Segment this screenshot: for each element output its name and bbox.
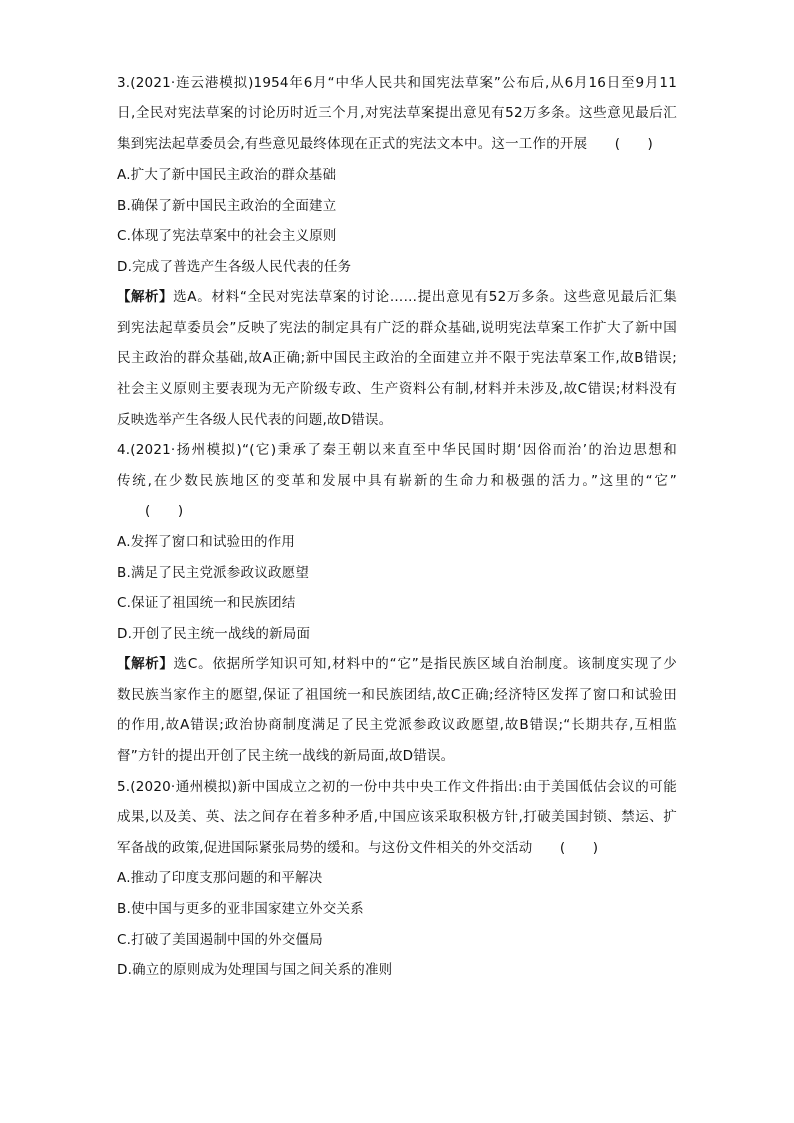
question-3-option-d: D.完成了普选产生各级人民代表的任务 xyxy=(117,259,352,275)
question-3-option-a: A.扩大了新中国民主政治的群众基础 xyxy=(117,167,337,183)
question-5-stem-line-1: 5.(2020·通州模拟)新中国成立之初的一份中共中央工作文件指出:由于美国低估会议的可能 xyxy=(117,779,677,795)
question-5-option-d: D.确立的原则成为处理国与国之间关系的准则 xyxy=(117,962,393,978)
question-3-analysis-line-5: 反映选举产生各级人民代表的问题,故D错误。 xyxy=(117,412,393,428)
question-4-option-b: B.满足了民主党派参政议政愿望 xyxy=(117,565,310,581)
question-4-analysis-line-4: 督”方针的提出开创了民主统一战线的新局面,故D错误。 xyxy=(117,748,455,764)
question-3-stem-line-1: 3.(2021·连云港模拟)1954年6月“中华人民共和国宪法草案”公布后,从6月16日至9月11 xyxy=(117,75,677,91)
question-5-option-b: B.使中国与更多的亚非国家建立外交关系 xyxy=(117,901,364,917)
question-3-analysis-line-1 xyxy=(117,287,677,307)
analysis-label: 【解析】 xyxy=(117,289,174,305)
question-5-option-c: C.打破了美国遏制中国的外交僵局 xyxy=(117,932,323,948)
question-4-option-a: A.发挥了窗口和试验田的作用 xyxy=(117,534,296,550)
question-5-stem-line-3: 军备战的政策,促进国际紧张局势的缓和。与这份文件相关的外交活动 ( ) xyxy=(117,840,599,856)
question-4-analysis-line-3: 的作用,故A错误;政治协商制度满足了民主党派参政议政愿望,故B错误;“长期共存,互相监 xyxy=(117,717,677,733)
question-4-analysis-line-2: 数民族当家作主的愿望,保证了祖国统一和民族团结,故C正确;经济特区发挥了窗口和试验田 xyxy=(117,687,677,703)
question-3-analysis-line-2: 到宪法起草委员会”反映了宪法的制定具有广泛的群众基础,说明宪法草案工作扩大了新中国 xyxy=(117,320,677,336)
analysis-label: 【解析】 xyxy=(117,656,174,672)
question-4-stem-line-2: 传统,在少数民族地区的变革和发展中具有崭新的生命力和极强的活力。”这里的“它” xyxy=(117,473,677,489)
question-4-analysis-line-1 xyxy=(117,654,677,674)
question-3-analysis-line-4: 社会主义原则主要表现为无产阶级专政、生产资料公有制,材料并未涉及,故C错误;材料没有 xyxy=(117,381,677,397)
question-3-stem-line-3: 集到宪法起草委员会,有些意见最终体现在正式的宪法文本中。这一工作的开展 ( ) xyxy=(117,136,654,152)
analysis-text: 选C。依据所学知识可知,材料中的“它”是指民族区域自治制度。该制度实现了少 xyxy=(173,656,678,672)
analysis-text: 选A。材料“全民对宪法草案的讨论……提出意见有52万多条。这些意见最后汇集 xyxy=(173,289,677,305)
question-3-stem-line-2: 日,全民对宪法草案的讨论历时近三个月,对宪法草案提出意见有52万多条。这些意见最后汇 xyxy=(117,105,677,121)
question-3-analysis-line-3: 民主政治的群众基础,故A正确;新中国民主政治的全面建立并不限于宪法草案工作,故B错误; xyxy=(117,350,677,366)
question-5-stem-line-2: 成果,以及美、英、法之间存在着多种矛盾,中国应该采取积极方针,打破美国封锁、禁运、扩 xyxy=(117,809,677,825)
question-4-stem-line-1: 4.(2021·扬州模拟)“(它)秉承了秦王朝以来直至中华民国时期‘因俗而治’的治边思想和 xyxy=(117,442,677,458)
question-3-option-b: B.确保了新中国民主政治的全面建立 xyxy=(117,198,337,214)
question-5-option-a: A.推动了印度支那问题的和平解决 xyxy=(117,870,323,886)
question-3-option-c: C.体现了宪法草案中的社会主义原则 xyxy=(117,228,337,244)
question-4-option-d: D.开创了民主统一战线的新局面 xyxy=(117,626,311,642)
question-4-option-c: C.保证了祖国统一和民族团结 xyxy=(117,595,296,611)
question-4-answer-parentheses: ( ) xyxy=(145,503,184,519)
